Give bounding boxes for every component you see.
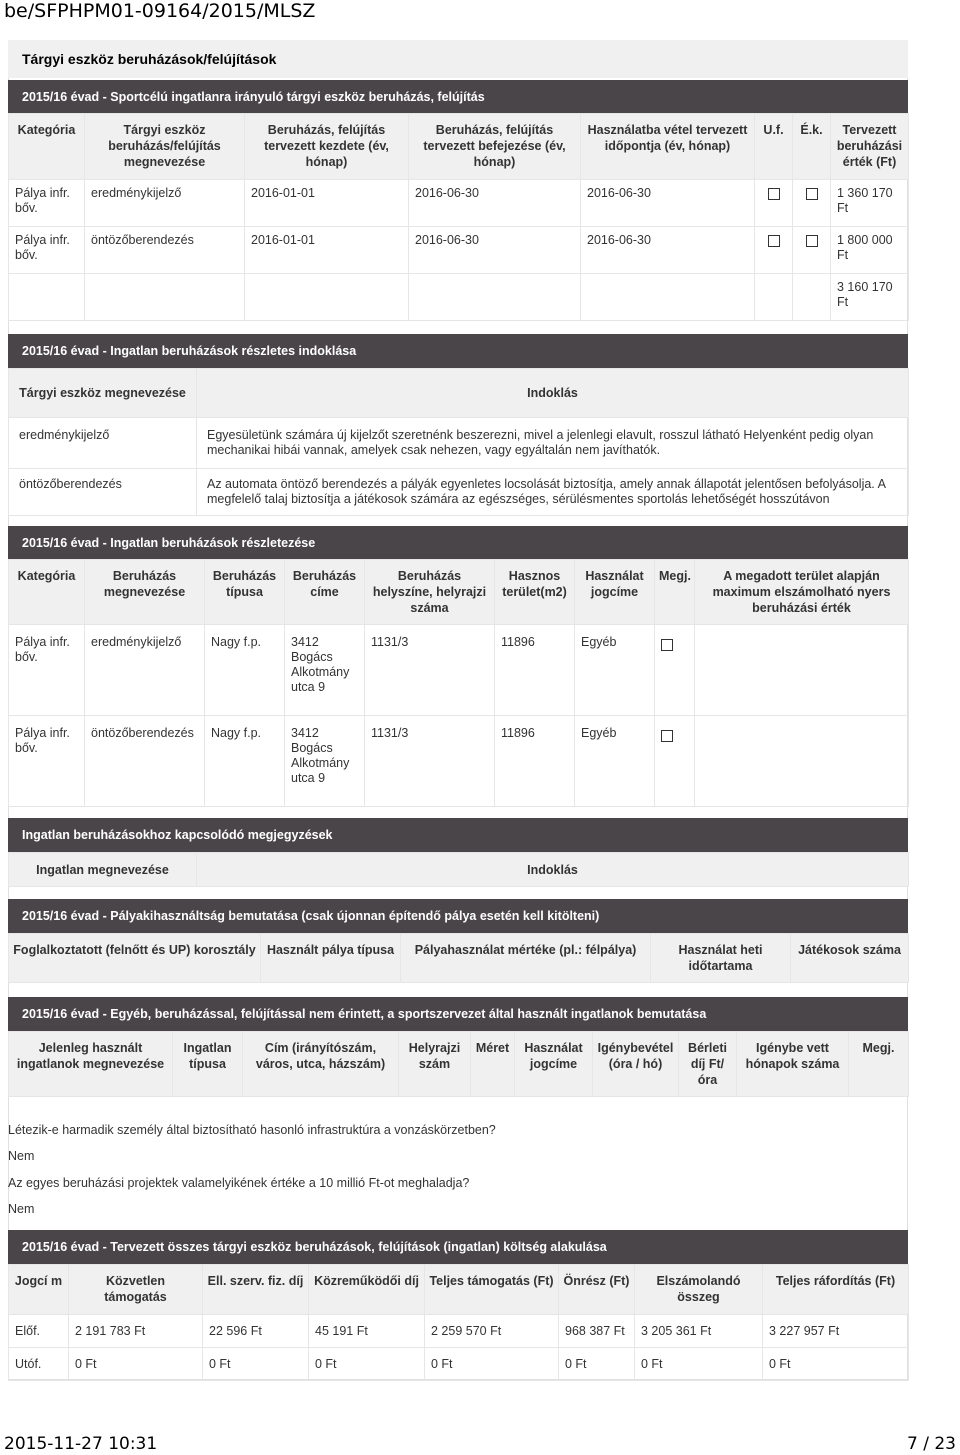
col-header: Játékosok száma: [791, 934, 909, 983]
col-header: Helyrajzi szám: [399, 1032, 471, 1097]
col-header: Önrész (Ft): [559, 1265, 635, 1315]
note-checkbox[interactable]: [661, 730, 673, 742]
investments-header-row: [9, 114, 909, 180]
start-cell: 2016-01-01: [245, 180, 409, 227]
category-cell: Pálya infr. bőv.: [9, 716, 85, 807]
col-header: Jelenleg használt ingatlanok megnevezése: [9, 1032, 173, 1097]
details-table: [8, 559, 909, 807]
hrsz-cell: 1131/3: [365, 716, 495, 807]
category-cell: Pálya infr. bőv.: [9, 625, 85, 716]
name-cell: öntözőberendezés: [9, 469, 197, 516]
cost-cell: 2 259 570 Ft: [425, 1315, 559, 1348]
answer-text: Nem: [8, 1149, 35, 1163]
cost-cell: 0 Ft: [309, 1348, 425, 1381]
col-header: Használatba vétel tervezett időpontja (év, hónap): [581, 114, 755, 180]
col-header: Indoklás: [197, 369, 909, 418]
col-header: Megj.: [849, 1032, 909, 1097]
cost-cell: 0 Ft: [763, 1348, 909, 1381]
cost-cell: 3 227 957 Ft: [763, 1315, 909, 1348]
col-header: Bérleti díj Ft/óra: [679, 1032, 737, 1097]
cost-cell: 968 387 Ft: [559, 1315, 635, 1348]
use-cell: 2016-06-30: [581, 180, 755, 227]
col-header: Használat jogcíme: [575, 560, 655, 625]
cost-cell: 0 Ft: [425, 1348, 559, 1381]
cost-cell: Utóf.: [9, 1348, 69, 1381]
cost-cell: 0 Ft: [559, 1348, 635, 1381]
col-header: Foglalkoztatott (felnőtt és UP) korosztály: [9, 934, 261, 983]
main-title: Tárgyi eszköz beruházások/felújítások: [8, 40, 908, 78]
name-cell: öntözőberendezés: [85, 227, 245, 274]
ek-checkbox[interactable]: [806, 188, 818, 200]
table-row: [9, 625, 909, 716]
col-header: Használat jogcíme: [515, 1032, 593, 1097]
footer-page-number: 7 / 23: [907, 1434, 956, 1454]
jogcim-cell: Egyéb: [575, 716, 655, 807]
table-row: [9, 1315, 909, 1348]
section-title-costs: 2015/16 évad - Tervezett összes tárgyi eszköz beruházások, felújítások (ingatlan) költség alakulása: [8, 1230, 908, 1264]
uf-checkbox[interactable]: [768, 188, 780, 200]
col-header: Beruházás típusa: [205, 560, 285, 625]
question-text: Létezik-e harmadik személy által biztosítható hasonló infrastruktúra a vonzáskörzetben?: [8, 1123, 496, 1137]
col-header: Igénybevétel (óra / hó): [593, 1032, 679, 1097]
col-header: Teljes támogatás (Ft): [425, 1265, 559, 1315]
question-text: Az egyes beruházási projektek valamelyikének értéke a 10 millió Ft-ot meghaladja?: [8, 1176, 470, 1190]
cost-cell: Előf.: [9, 1315, 69, 1348]
col-header: Hasznos terület(m2): [495, 560, 575, 625]
cost-cell: 22 596 Ft: [203, 1315, 309, 1348]
col-header: Indoklás: [197, 853, 909, 887]
cost-cell: 2 191 783 Ft: [69, 1315, 203, 1348]
col-header: Beruházás címe: [285, 560, 365, 625]
col-header: Beruházás, felújítás tervezett kezdete (év, hónap): [245, 114, 409, 180]
name-cell: eredménykijelző: [85, 625, 205, 716]
col-header: Tárgyi eszköz megnevezése: [9, 369, 197, 418]
jogcim-cell: Egyéb: [575, 625, 655, 716]
notes-table: [8, 852, 909, 887]
use-cell: 2016-06-30: [581, 227, 755, 274]
name-cell: eredménykijelző: [85, 180, 245, 227]
table-row: [9, 418, 909, 469]
table-row: [9, 1348, 909, 1381]
category-cell: Pálya infr. bőv.: [9, 180, 85, 227]
cost-cell: 0 Ft: [69, 1348, 203, 1381]
justification-table: [8, 368, 909, 516]
address-cell: 3412 Bogács Alkotmány utca 9: [285, 716, 365, 807]
total-value: 3 160 170 Ft: [831, 274, 909, 321]
total-row: [9, 274, 909, 321]
uf-checkbox[interactable]: [768, 235, 780, 247]
col-header: Igénybe vett hónapok száma: [737, 1032, 849, 1097]
col-header: É.k.: [793, 114, 831, 180]
cost-cell: 45 191 Ft: [309, 1315, 425, 1348]
document-id: be/SFPHPM01-09164/2015/MLSZ: [4, 0, 316, 22]
pitch-usage-table: [8, 933, 909, 983]
ek-checkbox[interactable]: [806, 235, 818, 247]
hrsz-cell: 1131/3: [365, 625, 495, 716]
col-header: Jogcí m: [9, 1265, 69, 1315]
footer-datetime: 2015-11-27 10:31: [4, 1434, 158, 1454]
cost-cell: 3 205 361 Ft: [635, 1315, 763, 1348]
section-title-justification: 2015/16 évad - Ingatlan beruházások részletes indoklása: [8, 334, 908, 368]
col-header: Beruházás megnevezése: [85, 560, 205, 625]
col-header: Tárgyi eszköz beruházás/felújítás megnevezése: [85, 114, 245, 180]
type-cell: Nagy f.p.: [205, 625, 285, 716]
col-header: Méret: [471, 1032, 515, 1097]
cost-cell: 0 Ft: [635, 1348, 763, 1381]
address-cell: 3412 Bogács Alkotmány utca 9: [285, 625, 365, 716]
type-cell: Nagy f.p.: [205, 716, 285, 807]
col-header: Ingatlan típusa: [173, 1032, 243, 1097]
col-header: Használt pálya típusa: [261, 934, 401, 983]
start-cell: 2016-01-01: [245, 227, 409, 274]
answer-text: Nem: [8, 1202, 35, 1216]
investments-table: [8, 113, 909, 321]
section-title-investments: 2015/16 évad - Sportcélú ingatlanra irányuló tárgyi eszköz beruházás, felújítás: [8, 80, 908, 113]
end-cell: 2016-06-30: [409, 180, 581, 227]
name-cell: öntözőberendezés: [85, 716, 205, 807]
justification-cell: Az automata öntöző berendezés a pályák egyenletes locsolását biztosítja, amely annak állapotát jelentősen befolyásolja. A megfelelő talaj biztosítja a játékosok számára az egészséges, sérülésmentes sportolás lehetőségét hosszútávon: [197, 469, 909, 516]
table-row: [9, 469, 909, 516]
section-title-other-properties: 2015/16 évad - Egyéb, beruházással, felújítással nem érintett, a sportszervezet által használt ingatlanok bemutatása: [8, 997, 908, 1031]
area-cell: 11896: [495, 625, 575, 716]
category-cell: Pálya infr. bőv.: [9, 227, 85, 274]
col-header: Tervezett beruházási érték (Ft): [831, 114, 909, 180]
col-header: Kategória: [9, 114, 85, 180]
area-cell: 11896: [495, 716, 575, 807]
table-row: [9, 180, 909, 227]
col-header: Ingatlan megnevezése: [9, 853, 197, 887]
note-checkbox[interactable]: [661, 639, 673, 651]
table-row: [9, 716, 909, 807]
col-header: Ell. szerv. fiz. díj: [203, 1265, 309, 1315]
col-header: Beruházás, felújítás tervezett befejezése (év, hónap): [409, 114, 581, 180]
section-title-notes: Ingatlan beruházásokhoz kapcsolódó megjegyzések: [8, 818, 908, 852]
col-header: Teljes ráfordítás (Ft): [763, 1265, 909, 1315]
cost-cell: 0 Ft: [203, 1348, 309, 1381]
col-header: Közvetlen támogatás: [69, 1265, 203, 1315]
col-header: Beruházás helyszíne, helyrajzi száma: [365, 560, 495, 625]
col-header: U.f.: [755, 114, 793, 180]
table-row: [9, 227, 909, 274]
col-header: Kategória: [9, 560, 85, 625]
other-properties-table: [8, 1031, 909, 1097]
col-header: Elszámolandó összeg: [635, 1265, 763, 1315]
section-title-pitch-usage: 2015/16 évad - Pályakihasználtság bemutatása (csak újonnan építendő pálya esetén kell kitölteni): [8, 899, 908, 933]
value-cell: 1 800 000 Ft: [831, 227, 909, 274]
costs-table: [8, 1264, 909, 1381]
col-header: Pályahasználat mértéke (pl.: félpálya): [401, 934, 651, 983]
col-header: Közreműködői díj: [309, 1265, 425, 1315]
col-header: Cím (irányítószám, város, utca, házszám): [243, 1032, 399, 1097]
col-header: Használat heti időtartama: [651, 934, 791, 983]
value-cell: 1 360 170 Ft: [831, 180, 909, 227]
section-title-details: 2015/16 évad - Ingatlan beruházások részletezése: [8, 526, 908, 559]
name-cell: eredménykijelző: [9, 418, 197, 469]
col-header: A megadott terület alapján maximum elszámolható nyers beruházási érték: [695, 560, 909, 625]
end-cell: 2016-06-30: [409, 227, 581, 274]
justification-cell: Egyesületünk számára új kijelzőt szeretnénk beszerezni, mivel a jelenlegi elavult, rosszul látható Helyenként pedig olyan mechanikai hibái vannak, amelyek csak nehezen, vagy egyáltalán nem javíthatók.: [197, 418, 909, 469]
col-header: Megj.: [655, 560, 695, 625]
